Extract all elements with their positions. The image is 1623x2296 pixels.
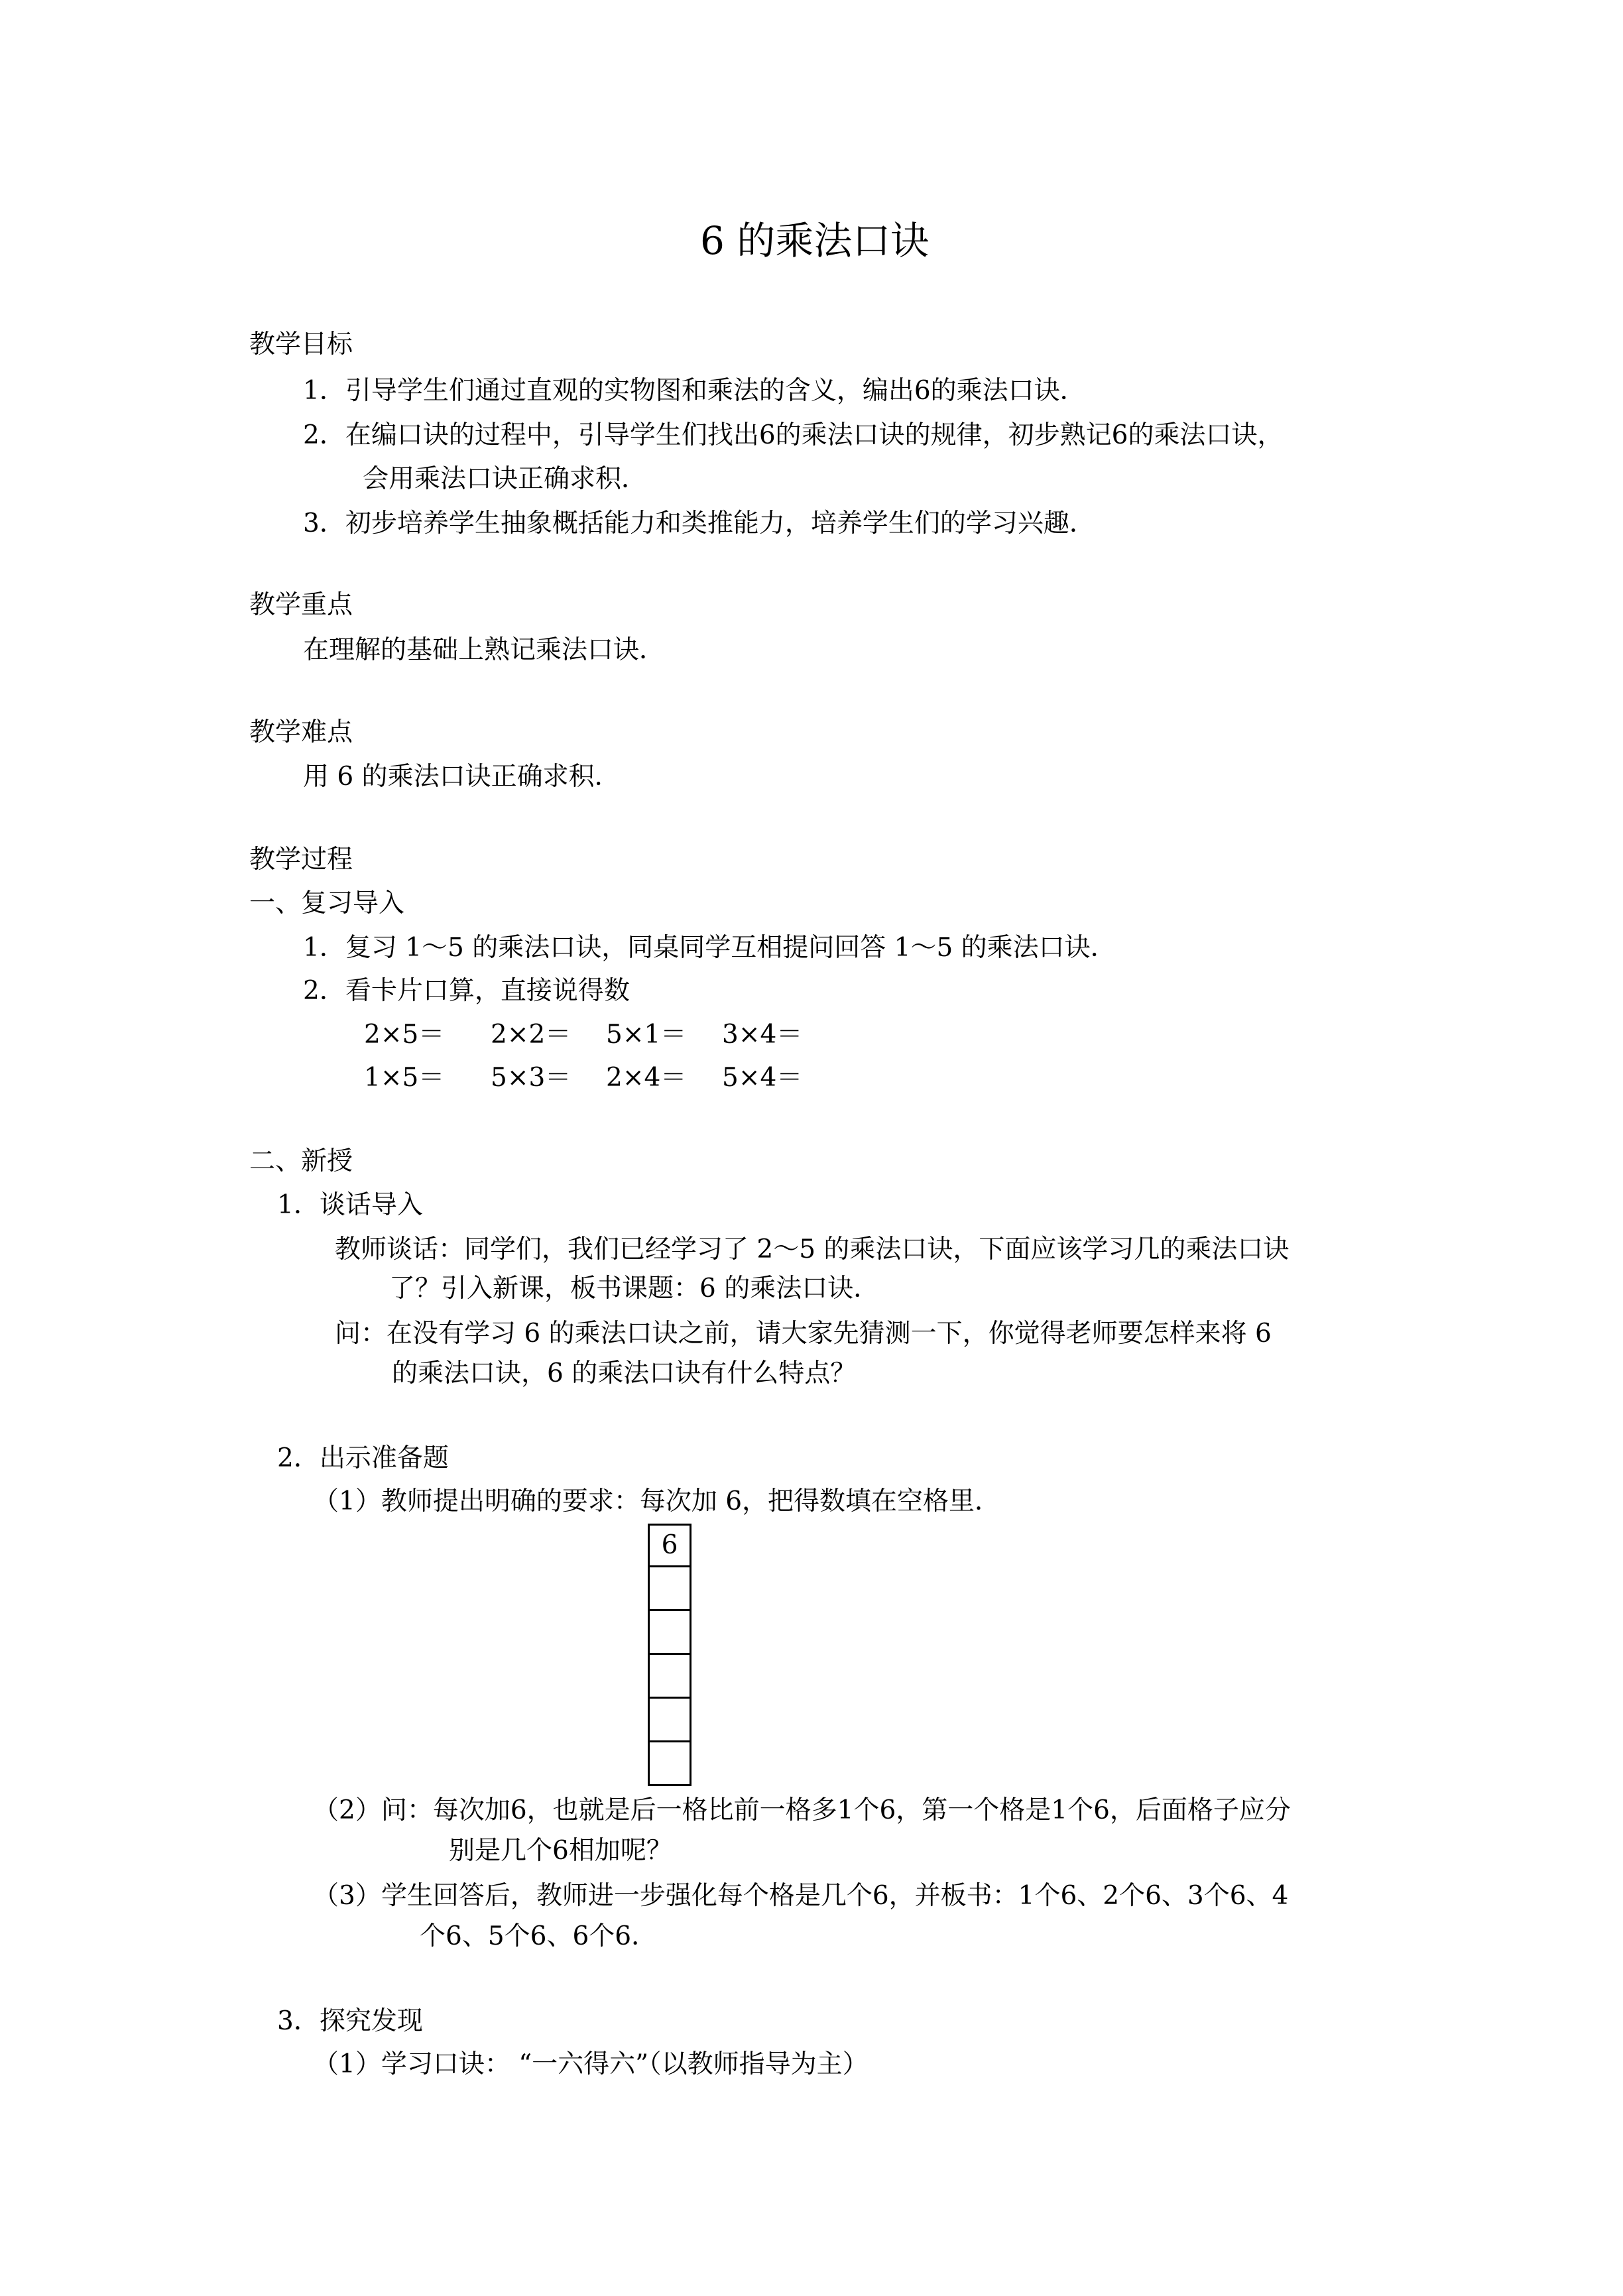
fill-in-grid	[648, 1524, 691, 1786]
grid-cell	[648, 1699, 691, 1742]
card-expression: 5×1＝	[606, 1020, 687, 1050]
goal-item-3: 3．初步培养学生抽象概括能力和类推能力，培养学生们的学习兴趣．	[303, 509, 1095, 538]
grid-cell	[648, 1611, 691, 1655]
teacher-talk: 教师谈话：同学们，我们已经学习了 2～5 的乘法口诀，下面应该学习几的乘法口诀	[335, 1235, 1290, 1264]
document-title: 6 的乘法口诀	[700, 218, 930, 263]
prep-item-3: （3）学生回答后，教师进一步强化每个格是几个6，并板书：1个6、2个6、3个6、4	[313, 1881, 1289, 1911]
question-cont: 的乘法口诀，6 的乘法口诀有什么特点？	[392, 1359, 857, 1388]
teacher-talk-cont: 了？引入新课，板书课题：6 的乘法口诀．	[389, 1274, 880, 1303]
difficulty-text: 用 6 的乘法口诀正确求积．	[303, 762, 621, 792]
talk-intro-heading: 1．谈话导入	[277, 1190, 423, 1220]
review-heading: 一、复习导入	[249, 888, 405, 918]
grid-cell	[648, 1742, 691, 1786]
explore-heading: 3．探究发现	[277, 2006, 423, 2036]
prep-item-2: （2）问：每次加6，也就是后一格比前一格多1个6，第一个格是1个6，后面格子应分	[313, 1795, 1291, 1825]
prep-item-3-cont: 个6、5个6、6个6．	[420, 1921, 658, 1951]
grid-cell: 6	[648, 1524, 691, 1567]
prep-item-1: （1）教师提出明确的要求：每次加 6，把得数填在空格里．	[313, 1486, 1001, 1516]
goals-heading: 教学目标	[249, 330, 353, 359]
grid-cell	[648, 1655, 691, 1699]
card-expression: 5×4＝	[722, 1063, 803, 1093]
process-heading: 教学过程	[249, 845, 353, 875]
explore-item-1: （1）学习口诀： “一六得六”（以教师指导为主）	[313, 2049, 869, 2079]
card-expression: 5×3＝	[491, 1063, 571, 1093]
key-point-heading: 教学重点	[249, 590, 353, 620]
difficulty-heading: 教学难点	[249, 717, 353, 747]
grid-cell	[648, 1567, 691, 1611]
goal-item-2: 2．在编口诀的过程中，引导学生们找出6的乘法口诀的规律，初步熟记6的乘法口诀，	[303, 420, 1284, 450]
goal-item-1: 1．引导学生们通过直观的实物图和乘法的含义，编出6的乘法口诀．	[303, 376, 1086, 406]
goal-item-2-cont: 会用乘法口诀正确求积．	[363, 464, 648, 494]
card-expression: 3×4＝	[722, 1020, 803, 1050]
prep-heading: 2．出示准备题	[277, 1443, 449, 1473]
new-lesson-heading: 二、新授	[249, 1146, 353, 1176]
card-expression: 1×5＝	[364, 1063, 445, 1093]
review-item-1: 1．复习 1～5 的乘法口诀，同桌同学互相提问回答 1～5 的乘法口诀．	[303, 933, 1116, 963]
prep-item-2-cont: 别是几个6相加呢？	[449, 1836, 672, 1866]
key-point-text: 在理解的基础上熟记乘法口诀．	[303, 635, 666, 665]
review-item-2: 2．看卡片口算，直接说得数	[303, 976, 630, 1006]
card-expression: 2×4＝	[606, 1063, 687, 1093]
card-expression: 2×2＝	[491, 1020, 571, 1050]
question: 问：在没有学习 6 的乘法口诀之前，请大家先猜测一下，你觉得老师要怎样来将 6	[335, 1319, 1272, 1349]
card-expression: 2×5＝	[364, 1020, 445, 1050]
